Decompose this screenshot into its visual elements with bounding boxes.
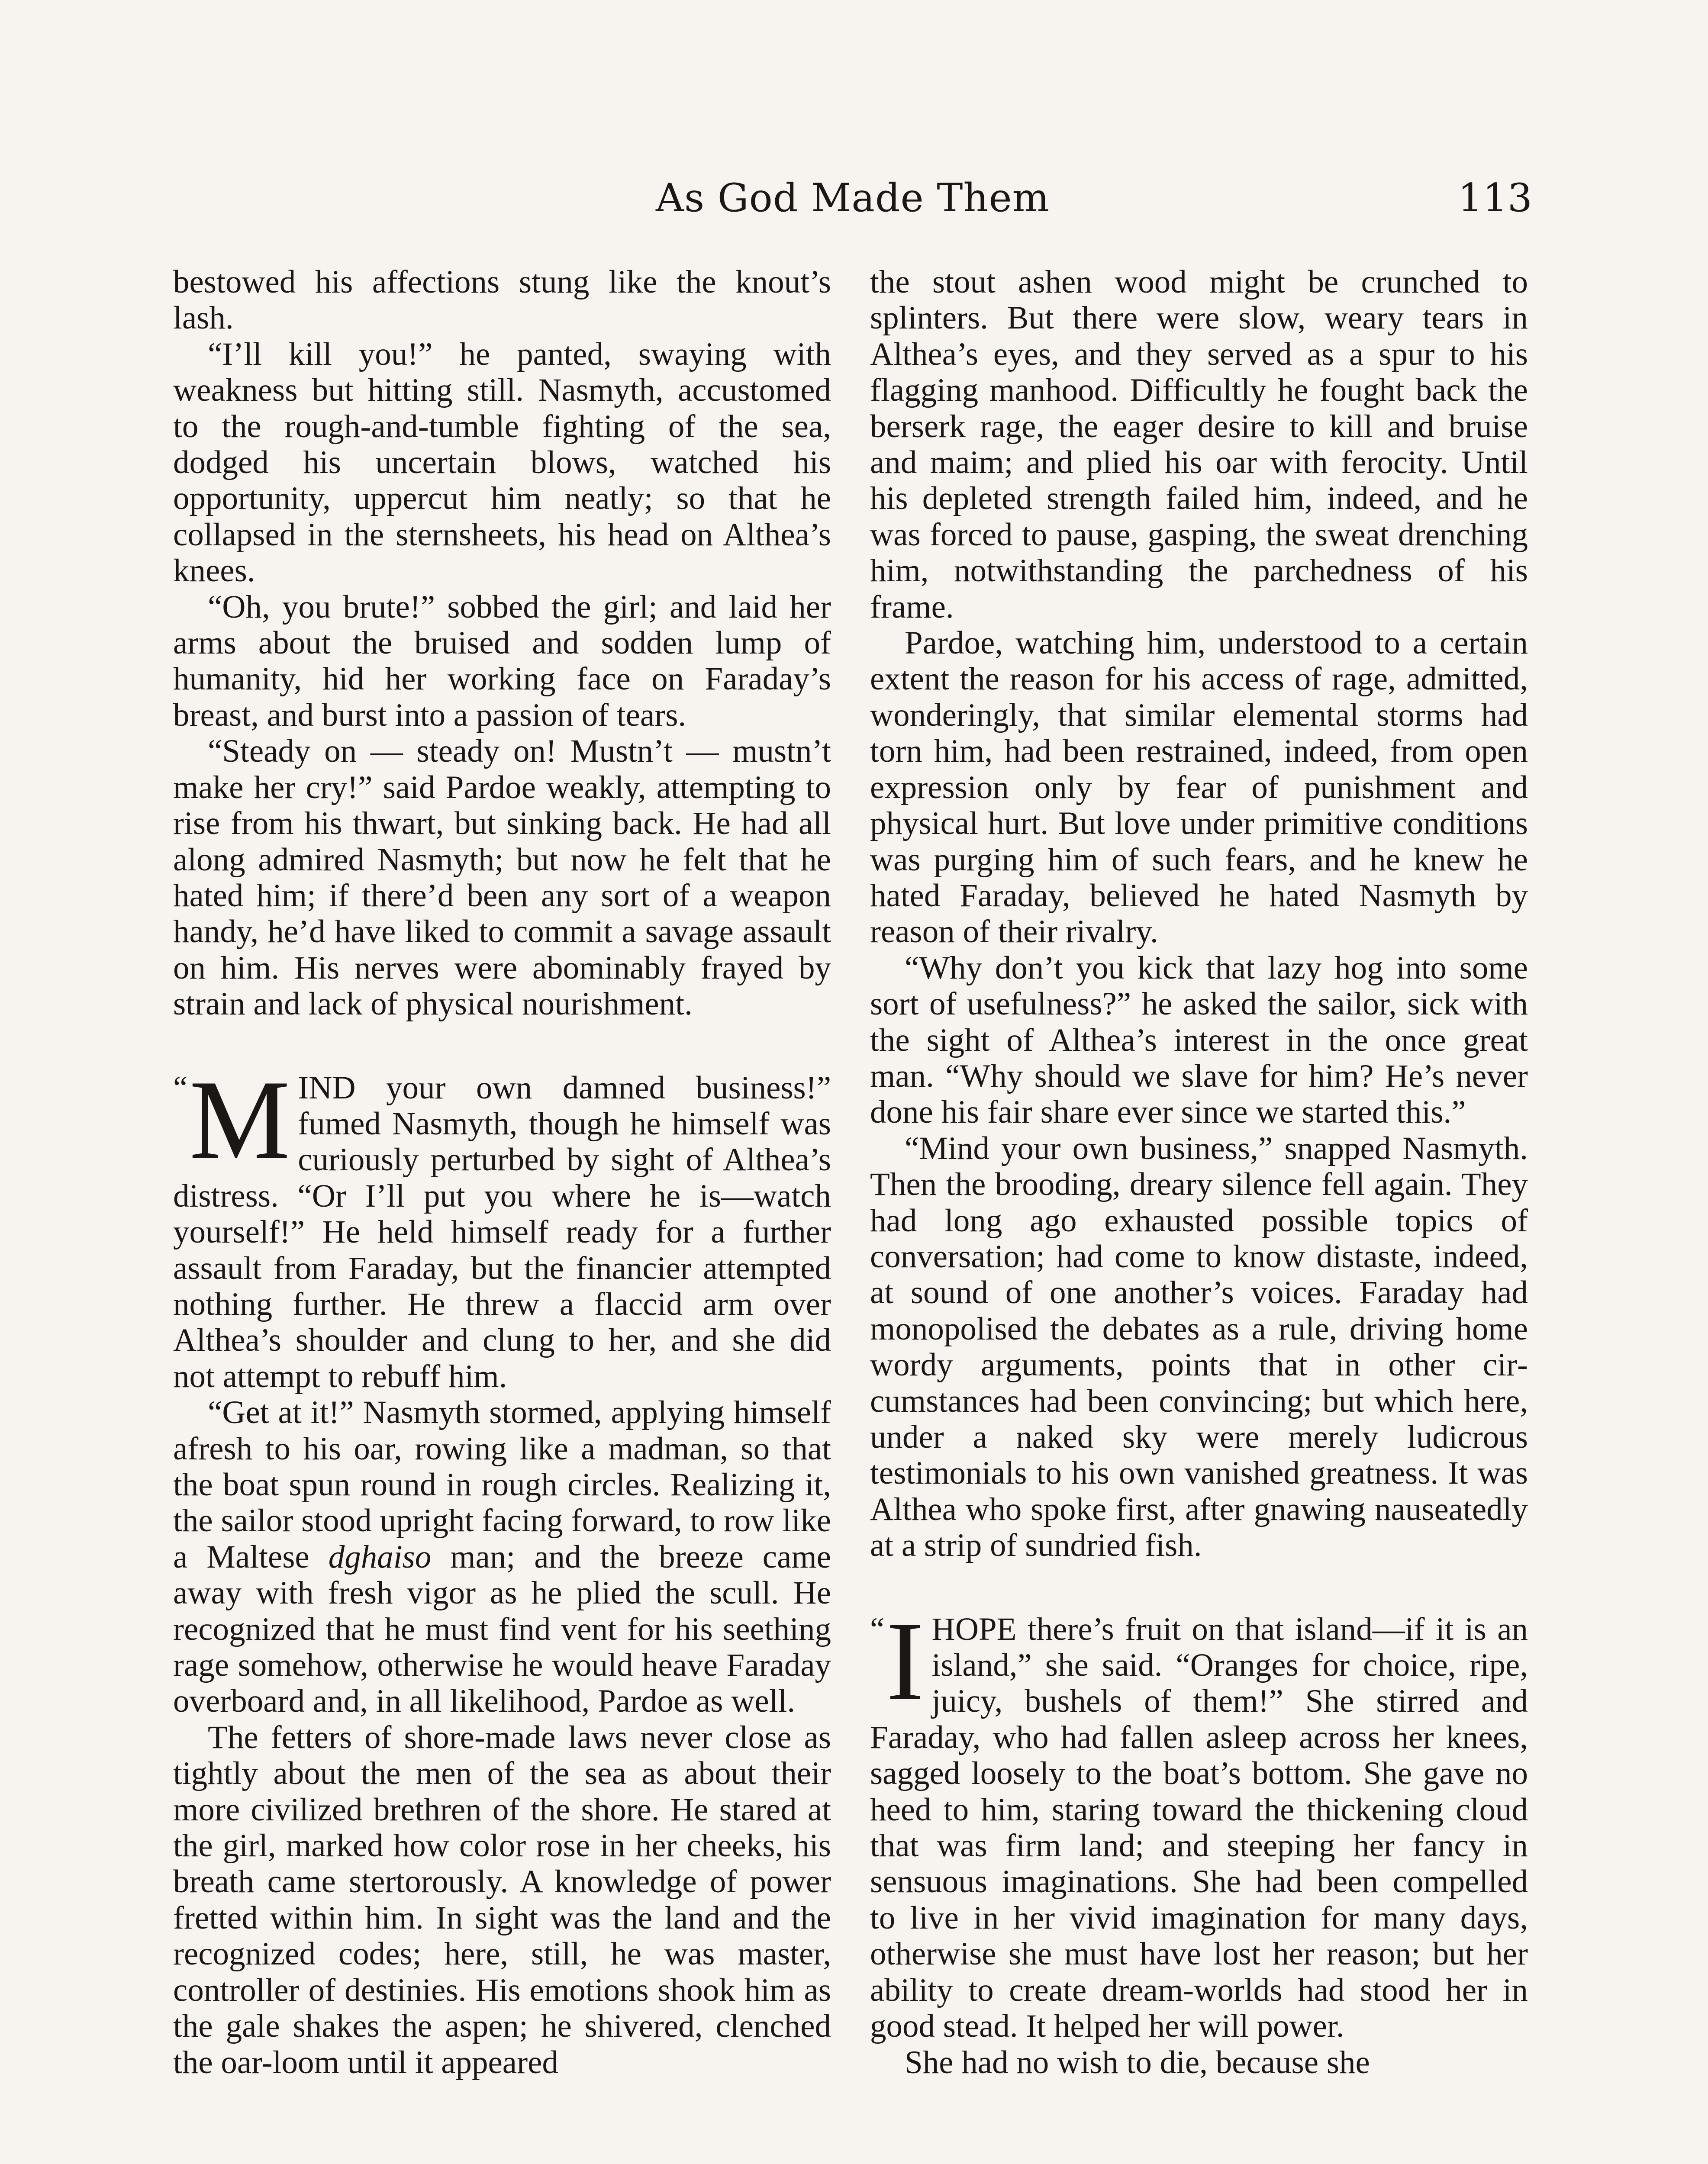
dropcap-quote: “	[870, 1611, 885, 1647]
paragraph-text: HOPE there’s fruit on that island—if it is an island,” she said. “Oranges for choice, ripe, juicy, bushels of them!” She stirred and Faraday, who had fallen asleep across her knees, sagged loosely to the boat’s bottom. She gave no heed to him, staring toward the thickening cloud that was firm land; and steeping her fancy in sensuous imaginations. She had been compelled to live in her vivid imagination for many days, otherwise she must have lost her reason; but her ability to create dream-worlds had stood her in good stead. It helped her will power.	[870, 1611, 1528, 2045]
paragraph-text: “Get at it!” Nasmyth stormed, applying himself afresh to his oar, rowing like a madman, so that the boat spun round in rough circles. Realizing it, the sailor stood upright facing forward, to row like a Maltese	[173, 1394, 831, 1575]
paragraph-text: IND your own damned business!” fumed Nasmyth, though he himself was curiously perturbed by sight of Althea’s distress. “Or I’ll put you where he is—watch yourself!” He held himself ready for a further assault from Faraday, but the financier attempted nothing further. He threw a flaccid arm over Althea’s shoulder and clung to her, and she did not attempt to rebuff him.	[173, 1069, 831, 1394]
paragraph: “Steady on — steady on! Mustn’t — mustn’t make her cry!” said Pardoe weakly, attempting to rise from his thwart, but sinking back. He had all along admired Nasmyth; but now he felt that he hated him; if there’d been any sort of a weapon handy, he’d have liked to commit a savage assault on him. His nerves were abominably frayed by strain and lack of physical nourishment.	[173, 733, 831, 1022]
dropcap-paragraph	[870, 1598, 1528, 2045]
running-title: As God Made Them	[656, 175, 1050, 221]
italic-word: dghaiso	[328, 1539, 432, 1575]
running-header	[173, 175, 1532, 240]
right-column	[870, 264, 1528, 2080]
paragraph: Pardoe, watching him, understood to a certain extent the reason for his access of rage, admitted, wonderingly, that similar elemental storms had torn him, had been restrained, indeed, from open expression only by fear of punishment and physical hurt. But love under primitive conditions was purging him of such fears, and he knew he hated Faraday, believed he hated Nasmyth by reason of their rivalry.	[870, 625, 1528, 950]
paragraph: She had no wish to die, because she	[905, 2044, 1370, 2080]
page-number: 113	[1458, 175, 1532, 221]
dropcap-letter: I	[886, 1598, 924, 1724]
paragraph-text: man; and the breeze came away with fresh vigor as he plied the scull. He recognized that he must find vent for his seething rage somehow, otherwise he would heave Faraday overboard and, in all likelihood, Pardoe as well.	[173, 1539, 831, 1720]
paragraph: bestowed his affections stung like the knout’s lash.	[173, 264, 831, 336]
dropcap-quote: “	[173, 1069, 188, 1106]
paragraph	[173, 1394, 831, 1720]
dropcap-letter: M	[189, 1056, 290, 1182]
paragraph: the stout ashen wood might be crunched to splinters. But there were slow, weary tears in Althea’s eyes, and they served as a spur to his flagging manhood. Difficultly he fought back the berserk rage, the eager desire to kill and bruise and maim; and plied his oar with ferocity. Until his depleted strength failed him, indeed, and he was forced to pause, gasping, the sweat drenching him, notwithstanding the parchedness of his frame.	[870, 264, 1528, 625]
dropcap-paragraph	[173, 1056, 831, 1395]
paragraph: “Mind your own business,” snapped Nasmyth. Then the brooding, dreary silence fell again. They had long ago exhausted possible topics of conversation; had come to know distaste, indeed, at sound of one another’s voices. Faraday had monopolised the debates as a rule, driving home wordy arguments, points that in other circumstances had been convincing; but which here, under a naked sky were merely ludicrous testimonials to his own vanished greatness. It was Althea who spoke first, after gnawing nauseatedly at a strip of sundried fish.	[870, 1130, 1528, 1564]
left-column	[173, 264, 831, 2080]
paragraph: The fetters of shore-made laws never close as tightly about the men of the sea as about their more civilized brethren of the shore. He stared at the girl, marked how color rose in her cheeks, his breath came stertorously. A knowledge of power fretted within him. In sight was the land and the recognized codes; here, still, he was master, controller of destinies. His emotions shook him as the gale shakes the aspen; he shivered, clenched the oar-loom until it appeared	[173, 1719, 831, 2080]
paragraph: “Oh, you brute!” sobbed the girl; and laid her arms about the bruised and sodden lump of humanity, hid her working face on Faraday’s breast, and burst into a passion of tears.	[173, 589, 831, 733]
paragraph: “I’ll kill you!” he panted, swaying with weakness but hitting still. Nasmyth, accustomed to the rough-and-tumble fighting of the sea, dodged his uncertain blows, watched his opportunity, uppercut him neatly; so that he collapsed in the sternsheets, his head on Althea’s knees.	[173, 336, 831, 589]
section-break	[870, 1564, 1528, 1611]
paragraph: “Why don’t you kick that lazy hog into some sort of usefulness?” he asked the sailor, sick with the sight of Althea’s interest in the once great man. “Why should we slave for him? He’s never done his fair share ever since we started this.”	[870, 950, 1528, 1130]
